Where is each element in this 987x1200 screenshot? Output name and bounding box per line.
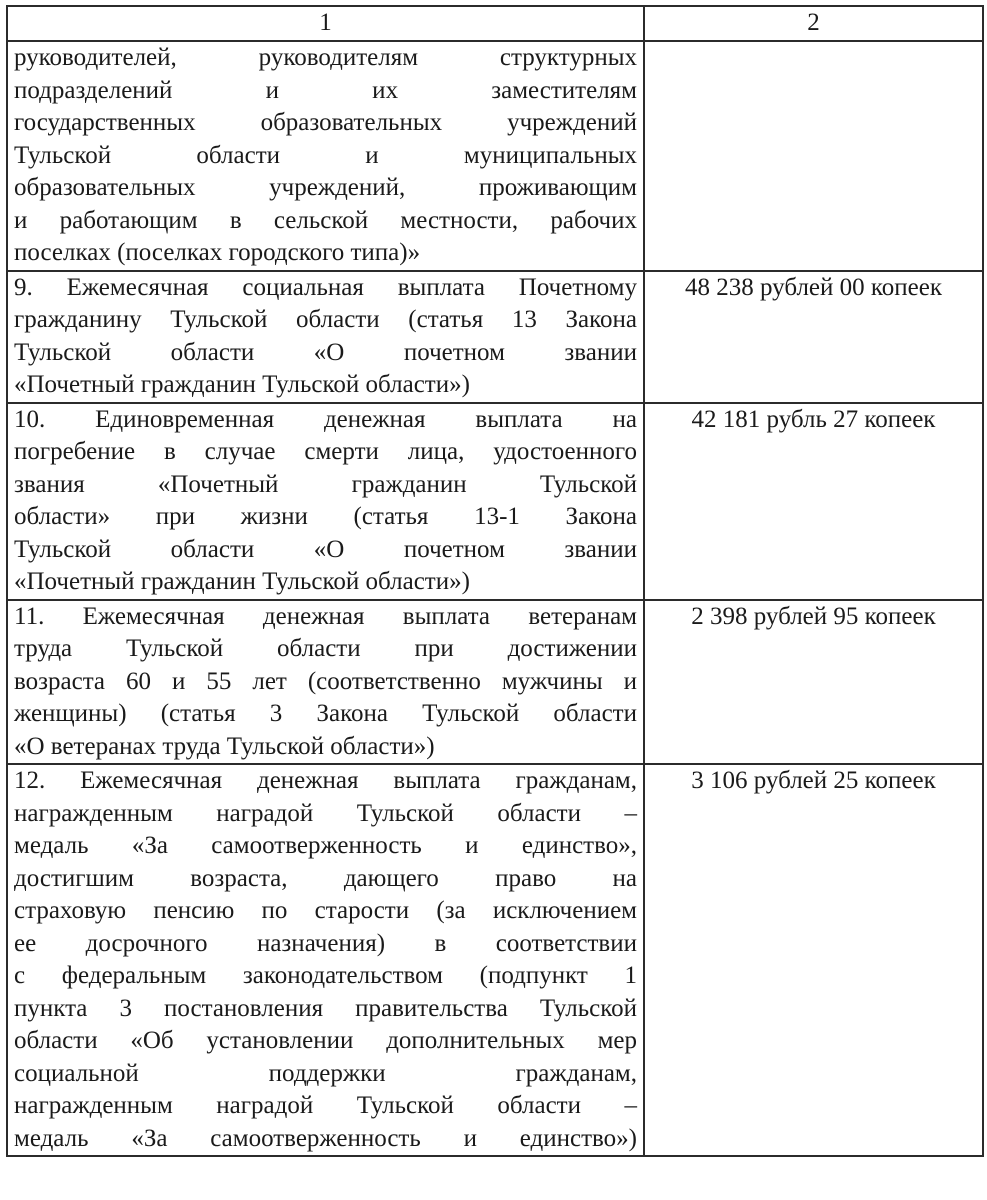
text-line: социальной поддержки гражданам,	[14, 1059, 637, 1087]
text-line: поселках (поселках городского типа)»	[14, 239, 421, 266]
text-line: «О ветеранах труда Тульской области»)	[14, 732, 435, 760]
text-line: Тульской области «О почетном звании	[14, 535, 637, 563]
text-line: медаль «За самоотверженность и единство»)	[14, 1124, 637, 1152]
row-description	[7, 403, 644, 600]
row-amount: 2 398 рублей 95 копеек	[644, 600, 983, 765]
row-amount: 42 181 рубль 27 копеек	[644, 403, 983, 600]
text-line: достигшим возраста, дающего право на	[14, 864, 637, 892]
benefits-table	[6, 5, 984, 1157]
text-line: гражданину Тульской области (статья 13 Закона	[14, 306, 637, 333]
text-line: награжденным наградой Тульской области –	[14, 799, 637, 827]
text-line: «Почетный гражданин Тульской области»)	[14, 568, 470, 595]
text-line: медаль «За самоотверженность и единство»,	[14, 832, 637, 859]
text-line: государственных образовательных учреждений	[14, 109, 637, 136]
header-row	[7, 6, 983, 41]
text-line: образовательных учреждений, проживающим	[14, 174, 637, 201]
row-description	[7, 600, 644, 765]
table-row	[7, 271, 983, 403]
text-line: 10. Единовременная денежная выплата на	[14, 405, 637, 433]
row-description	[7, 41, 644, 271]
text-line: 12. Ежемесячная денежная выплата гражданам,	[14, 767, 637, 794]
text-line: возраста 60 и 55 лет (соответственно мужчины и	[14, 667, 637, 695]
text-line: области «Об установлении дополнительных мер	[14, 1027, 637, 1054]
column-header-2: 2	[644, 6, 983, 41]
text-line: погребение в случае смерти лица, удостоенного	[14, 438, 637, 465]
table-row	[7, 41, 983, 271]
row-amount: 3 106 рублей 25 копеек	[644, 764, 983, 1156]
text-line: 9. Ежемесячная социальная выплата Почетному	[14, 273, 637, 301]
text-line: области» при жизни (статья 13-1 Закона	[14, 503, 637, 530]
text-line: женщины) (статья 3 Закона Тульской области	[14, 700, 637, 727]
text-line: труда Тульской области при достижении	[14, 635, 637, 662]
table-row	[7, 600, 983, 765]
row-description	[7, 764, 644, 1156]
text-line: руководителей, руководителям структурных	[14, 44, 637, 71]
text-line: Тульской области «О почетном звании	[14, 338, 637, 366]
table-row	[7, 403, 983, 600]
row-amount: 48 238 рублей 00 копеек	[644, 271, 983, 403]
text-line: страховую пенсию по старости (за исключением	[14, 897, 637, 924]
row-description	[7, 271, 644, 403]
text-line: подразделений и их заместителям	[14, 76, 637, 104]
text-line: пункта 3 постановления правительства Тульской	[14, 994, 637, 1022]
row-amount	[644, 41, 983, 271]
text-line: ее досрочного назначения) в соответствии	[14, 929, 637, 957]
text-line: и работающим в сельской местности, рабочих	[14, 206, 637, 234]
text-line: с федеральным законодательством (подпункт 1	[14, 962, 637, 989]
text-line: 11. Ежемесячная денежная выплата ветеранам	[14, 602, 637, 630]
text-line: звания «Почетный гражданин Тульской	[14, 470, 637, 498]
text-line: Тульской области и муниципальных	[14, 141, 637, 169]
text-line: «Почетный гражданин Тульской области»)	[14, 371, 470, 398]
column-header-1: 1	[7, 6, 644, 41]
table-row	[7, 764, 983, 1156]
text-line: награжденным наградой Тульской области –	[14, 1092, 637, 1119]
